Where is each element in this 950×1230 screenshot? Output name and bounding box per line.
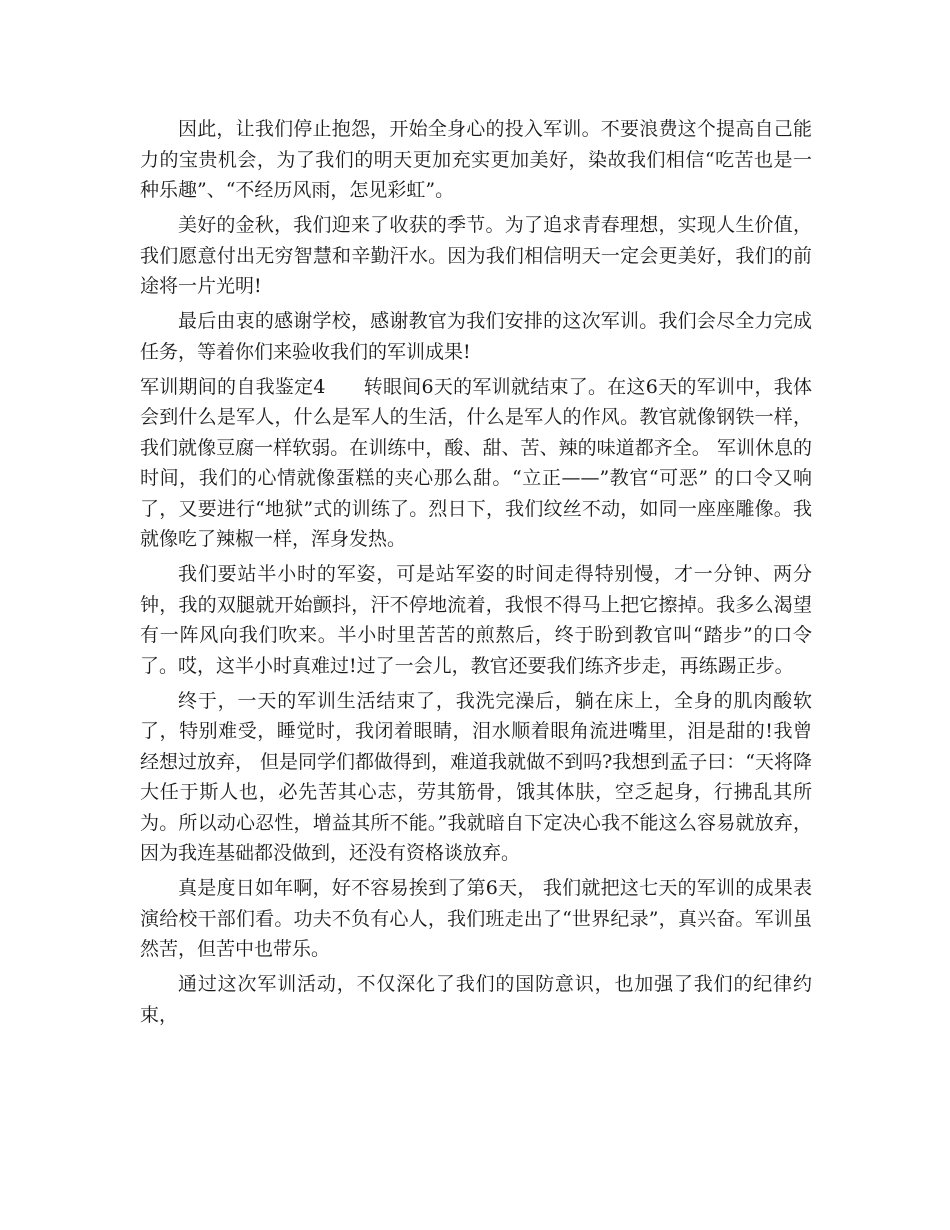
section-lead-text: 转眼间6天的军训就结束了。在这6天的军训中，我体会到什么是军人，什么是军人的生活，什么是军人的作风。教官就像钢铁一样，我们就像豆腐一样软弱。在训练中，酸、甜、苦、辣的味道都齐全。 军训休息的时间，我们的心情就像蛋糕的夹心那么甜。“立正——”教官“可恶” 的口令又响了，又要进行“地狱”式的训练了。烈日下，我们纹丝不动，如同一座座雕像。我就像吃了辣椒一样，浑身发热。 — [140, 375, 812, 550]
paragraph-2: 美好的金秋，我们迎来了收获的季节。为了追求青春理想，实现人生价值，我们愿意付出无穷智慧和辛勤汗水。因为我们相信明天一定会更美好，我们的前途将一片光明! — [140, 214, 812, 297]
paragraph-1: 因此，让我们停止抱怨，开始全身心的投入军训。不要浪费这个提高自己能力的宝贵机会，为了我们的明天更加充实更加美好，染故我们相信“吃苦也是一种乐趣”、“不经历风雨，怎见彩虹”。 — [140, 118, 812, 201]
section-heading: 军训期间的自我鉴定4 — [140, 375, 326, 398]
paragraph-7: 真是度日如年啊，好不容易挨到了第6天， 我们就把这七天的军训的成果表演给校干部们看。功夫不负有心人，我们班走出了“世界纪录”，真兴奋。军训虽然苦，但苦中也带乐。 — [140, 877, 812, 960]
paragraph-8: 通过这次军训活动，不仅深化了我们的国防意识，也加强了我们的纪律约束， — [140, 973, 812, 1026]
paragraph-6: 终于，一天的军训生活结束了，我洗完澡后，躺在床上，全身的肌肉酸软了，特别难受，睡觉时，我闭着眼睛，泪水顺着眼角流进嘴里，泪是甜的!我曾经想过放弃， 但是同学们都做得到，难道我就做不到吗?我想到孟子曰：“天将降大任于斯人也，必先苦其心志，劳其筋骨，饿其体肤，空乏起身，行拂乱其所为。所以动心忍性，增益其所不能。”我就暗自下定决心我不能这么容易就放弃，因为我连基础都没做到，还没有资格谈放弃。 — [140, 689, 812, 864]
section-paragraph — [140, 372, 812, 555]
paragraph-3: 最后由衷的感谢学校，感谢教官为我们安排的这次军训。我们会尽全力完成任务，等着你们来验收我们的军训成果! — [140, 310, 812, 363]
document-body — [140, 114, 812, 1035]
paragraph-5: 我们要站半小时的军姿，可是站军姿的时间走得特别慢，才一分钟、两分钟，我的双腿就开始颤抖，汗不停地流着，我恨不得马上把它擦掉。我多么渴望有一阵风向我们吹来。半小时里苦苦的煎熬后，终于盼到教官叫“踏步”的口令了。哎，这半小时真难过!过了一会儿，教官还要我们练齐步走，再练踢正步。 — [140, 563, 812, 677]
